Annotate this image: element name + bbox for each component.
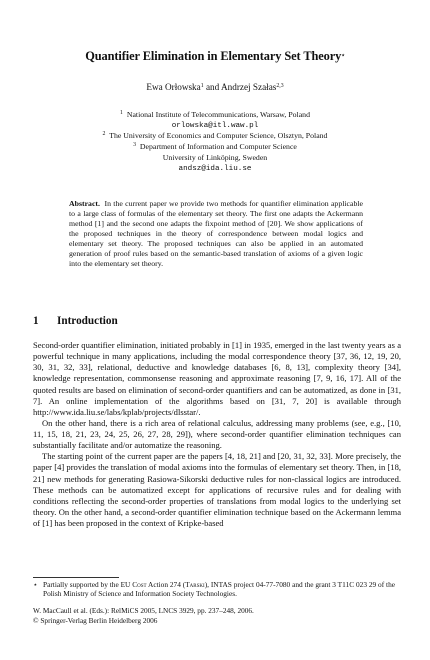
author-1: Ewa Orłowska [146,82,201,92]
author-2-affil: 2,3 [276,83,284,89]
abstract-label: Abstract. [69,199,100,208]
footnote-mark: ⋆ [33,580,38,589]
affiliation-1-email: orlowska@itl.waw.pl [171,122,259,130]
affiliation-1-name: National Institute of Telecommunications, Warsaw, Poland [126,110,310,119]
affiliation-3-university: University of Linköping, Sweden [162,153,268,162]
abstract [69,199,363,269]
affiliation-2 [0,131,430,141]
footnote-text: Partially supported by the EU Cost Action 274 (Tarski), INTAS project 04-77-7080 and the grant 3 T11C 023 29 of the Polish Ministry of Science and Information Society Technologies. [43,580,396,599]
imprint-line-1: W. MacCaull et al. (Eds.): RelMiCS 2005, LNCS 3929, pp. 237–248, 2006. [33,606,254,615]
abstract-text: In the current paper we provide two methods for quantifier elimination applicable to a large class of formulas of the elementary set theory. The first one adapts the Ackermann method [1] and the second one adapts the fixpoint method of [20]. We show applications of the proposed techniques in the theory of correspondence between modal logics and elementary set theory. The proposed techniques can also be applied in an automated generation of proof rules based on the semantic-based translation of axioms of a given logic into the elementary set theory. [69,199,363,269]
paragraph-3: The starting point of the current paper are the papers [4, 18, 21] and [20, 31, 32, 33]. More precisely, the paper [4] provides the translation of modal axioms into the formulas of elementary set theory. Then, in [18, 21] new methods for generating Rasiowa-Sikorski deductive rules for non-classical logics are introduced. These methods can be automatized except for applications of recursive rules and for dealing with conditions reflecting the second-order properties of translations from modal logics to the underlying set theory. On the other hand, a second-order quantifier elimination technique based on the Ackermann lemma of [1] has been proposed in the context of Kripke-based [33,451,401,528]
affiliation-3-name: Department of Information and Computer Science [139,142,297,151]
section-title: Introduction [57,315,118,327]
title-text: Quantifier Elimination in Elementary Set Theory [85,49,342,63]
footnote-rule [33,577,119,578]
author-line [0,82,430,92]
paragraph-2: On the other hand, there is a rich area of relational calculus, addressing many problems (see, e.g., [10, 11, 15, 18, 21, 23, 24, 25, 26, 27, 28, 29]), where second-order quantifier elimination techniques can substantially facilitate and/or automatize the reasoning. [33,417,401,451]
affiliation-2-num: 2 [102,131,106,137]
section-number: 1 [33,315,39,327]
footnote [33,580,401,599]
section-heading [33,315,118,327]
affiliation-3-num: 3 [133,142,136,148]
author-conjunction: and [205,82,220,92]
affiliation-3-email: andsz@ida.liu.se [178,165,252,173]
author-2: Andrzej Szałas [221,82,277,92]
paragraph-1: Second-order quantifier elimination, initiated probably in [1] in 1935, emerged in the last twenty years as a powerful technique in many applications, including the modal correspondence theory [37, 36, 12, 19, 20, 30, 31, 32, 33], relational, deductive and knowledge databases [6, 8, 13], complexity theory [34], knowledge representation, commonsense reasoning and approximate reasoning [7, 9, 16, 17]. All of the quoted results are based on elimination of second-order quantifiers and can be automatized, as done in [31, 7]. An online implementation of the algorithms based on [31, 7, 20] is available through http://www.ida.liu.se/labs/kplab/projects/dlsstar/. [33,340,401,417]
body-text [33,340,401,529]
author-1-affil: 1 [200,83,204,89]
imprint-line-2: © Springer-Verlag Berlin Heidelberg 2006 [33,616,158,625]
affiliation-1 [0,110,430,120]
title-footnote-mark: ⋆ [341,53,345,59]
affiliation-3 [0,142,430,152]
affiliation-2-name: The University of Economics and Computer Science, Olsztyn, Poland [109,131,328,140]
paper-title [0,49,430,64]
affiliation-1-num: 1 [120,110,123,116]
